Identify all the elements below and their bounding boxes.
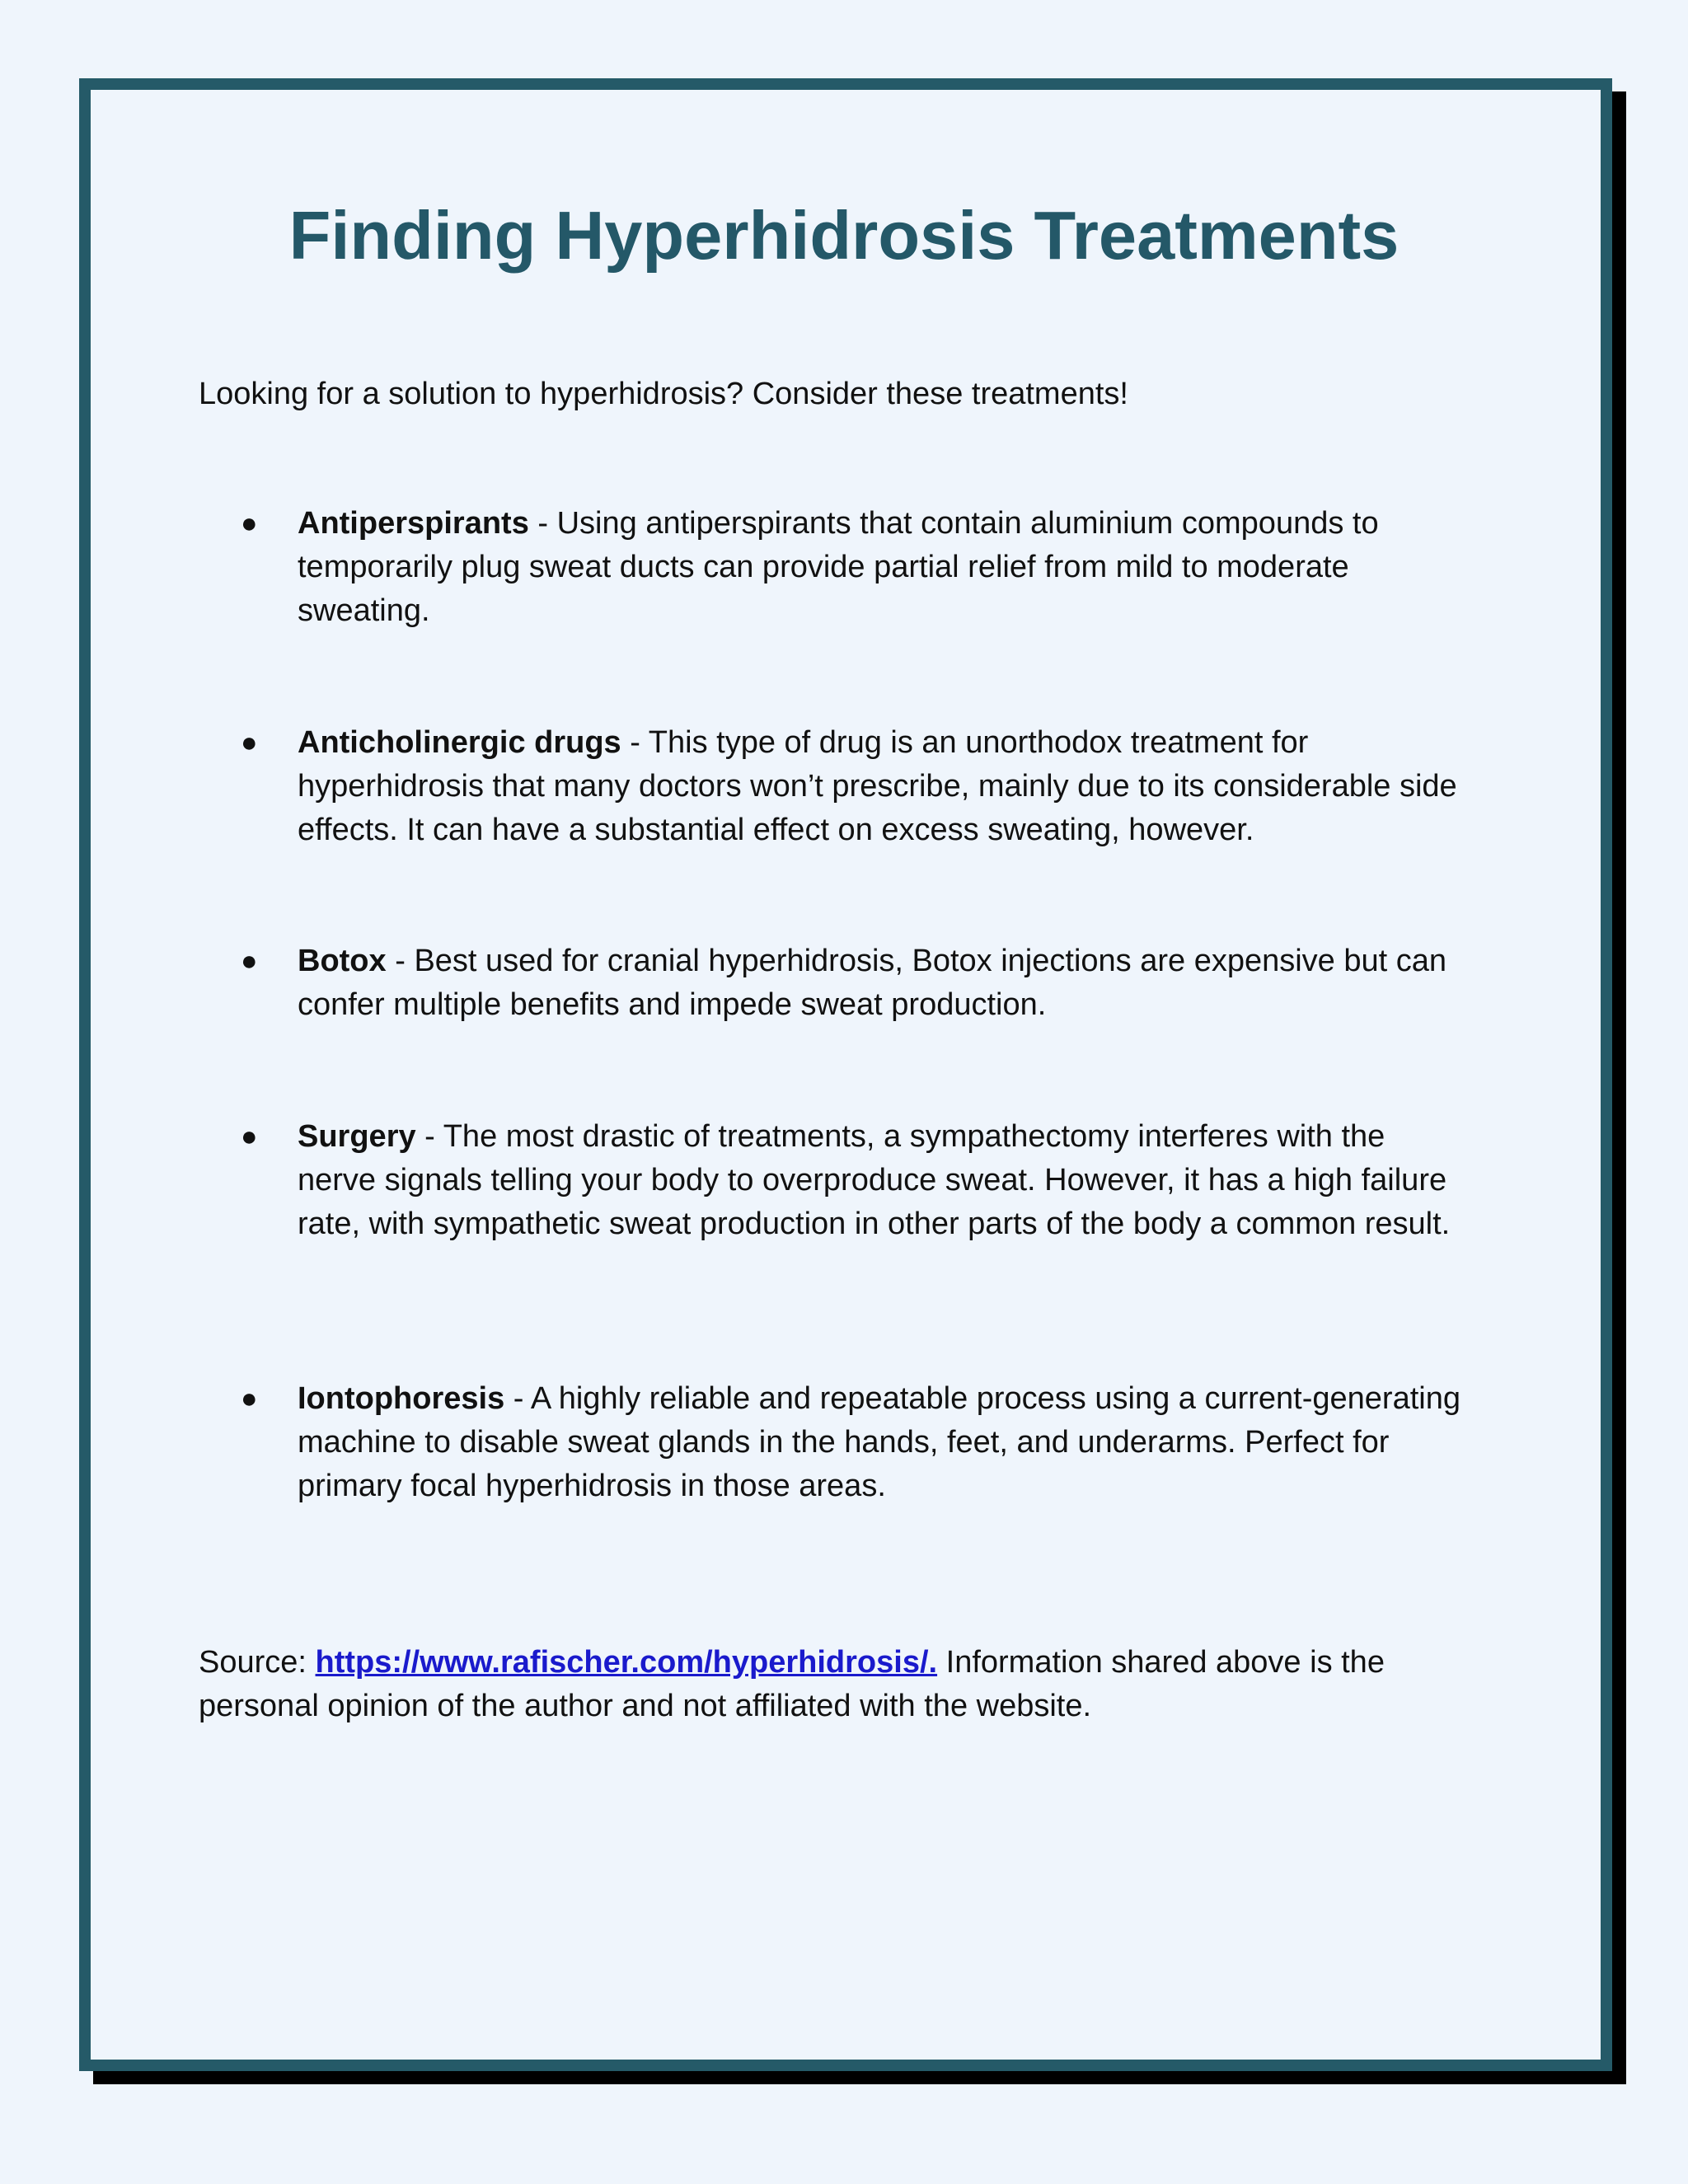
treatment-separator: - xyxy=(504,1381,531,1416)
source-label: Source: xyxy=(199,1645,316,1680)
treatment-item-iontophoresis xyxy=(241,1377,1468,1508)
treatment-text xyxy=(298,502,1468,633)
source-note xyxy=(199,1641,1484,1728)
page-title: Finding Hyperhidrosis Treatments xyxy=(288,197,1400,274)
treatment-text xyxy=(298,1115,1468,1246)
treatment-separator: - xyxy=(415,1119,443,1154)
intro-text: Looking for a solution to hyperhidrosis? Consider these treatments! xyxy=(199,377,1128,411)
bullet-icon: ● xyxy=(241,1383,258,1414)
treatment-term: Iontophoresis xyxy=(298,1381,505,1416)
treatment-description: A highly reliable and repeatable process using a current-generating machine to disable sweat glands in the hands, feet, and underarms. Perfect for primary focal hyperhidrosis in those areas. xyxy=(298,1381,1461,1503)
treatment-description: The most drastic of treatments, a sympathectomy interferes with the nerve signals telling your body to overproduce sweat. However, it has a high failure rate, with sympathetic sweat production in other parts of the body a common result. xyxy=(298,1119,1451,1241)
treatment-item-botox xyxy=(241,940,1468,1027)
treatment-term: Antiperspirants xyxy=(298,506,529,541)
treatment-description: Best used for cranial hyperhidrosis, Botox injections are expensive but can confer multiple benefits and impede sweat production. xyxy=(298,944,1447,1022)
treatment-term: Botox xyxy=(298,944,387,978)
source-disclaimer: Information shared above is the personal opinion of the author and not affiliated with the website. xyxy=(199,1645,1385,1723)
treatment-description: Using antiperspirants that contain aluminium compounds to temporarily plug sweat ducts can provide partial relief from mild to moderate sweating. xyxy=(298,506,1379,628)
treatment-description: This type of drug is an unorthodox treatment for hyperhidrosis that many doctors won’t prescribe, mainly due to its considerable side effects. It can have a substantial effect on excess sweating, however. xyxy=(298,725,1457,847)
treatment-item-antiperspirants xyxy=(241,502,1468,633)
treatment-separator: - xyxy=(528,506,557,541)
treatment-term: Anticholinergic drugs xyxy=(298,725,621,760)
treatment-item-anticholinergic-drugs xyxy=(241,721,1468,852)
treatment-term: Surgery xyxy=(298,1119,416,1154)
treatment-separator: - xyxy=(386,944,415,978)
treatment-text xyxy=(298,1377,1468,1508)
treatment-separator: - xyxy=(621,725,649,760)
source-link[interactable]: https://www.rafischer.com/hyperhidrosis/. xyxy=(315,1645,938,1680)
bullet-icon: ● xyxy=(241,727,258,758)
bullet-icon: ● xyxy=(241,945,258,977)
bullet-icon: ● xyxy=(241,1121,258,1152)
treatment-text xyxy=(298,940,1468,1027)
treatment-text xyxy=(298,721,1468,852)
treatment-item-surgery xyxy=(241,1115,1468,1246)
bullet-icon: ● xyxy=(241,508,258,539)
